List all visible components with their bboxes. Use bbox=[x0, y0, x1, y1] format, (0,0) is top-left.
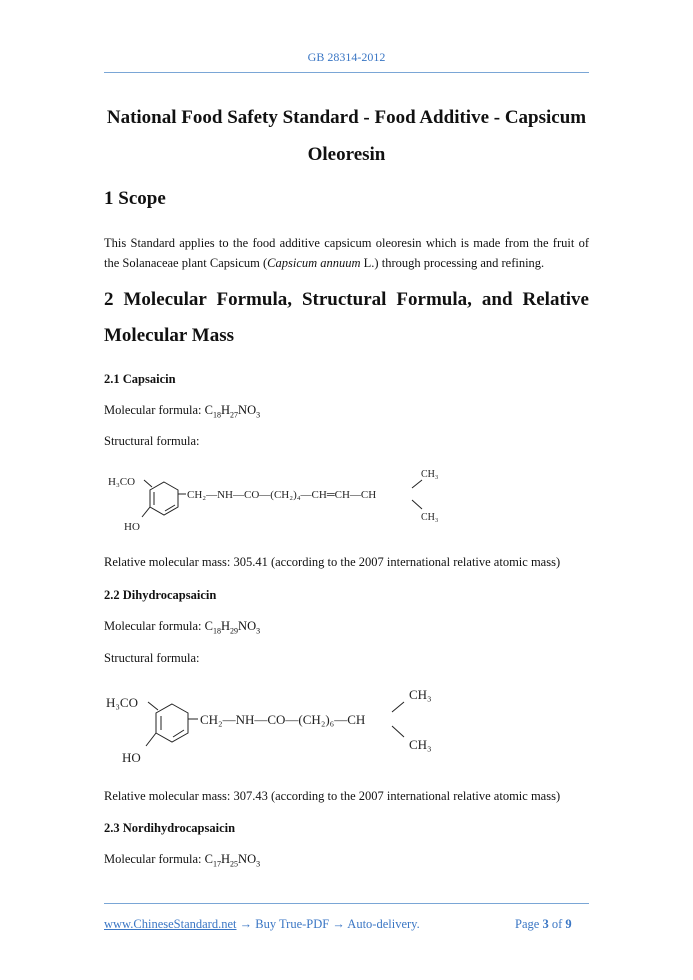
formula-element: NO bbox=[238, 619, 257, 633]
footer-promo bbox=[104, 917, 420, 932]
formula-element: C bbox=[204, 619, 214, 633]
formula-subscript: 25 bbox=[230, 859, 239, 869]
capsaicin-structure-diagram bbox=[104, 466, 464, 536]
capsaicin-structure bbox=[104, 466, 464, 536]
dihydrocapsaicin-structure-diagram bbox=[104, 686, 464, 768]
formula-element: C bbox=[204, 403, 214, 417]
methoxy-bond bbox=[148, 702, 158, 710]
hydroxy-bond bbox=[146, 733, 156, 746]
formula-label: Molecular formula: bbox=[104, 403, 205, 417]
branch-bond-down bbox=[392, 726, 404, 737]
formula-subscript: 29 bbox=[230, 626, 239, 636]
footer-divider bbox=[104, 903, 589, 904]
scope-paragraph bbox=[104, 233, 589, 273]
methyl-label-bottom: CH₃ bbox=[421, 512, 439, 523]
page-word: Page bbox=[515, 917, 540, 931]
formula-element: H bbox=[221, 403, 231, 417]
formula-element: H bbox=[221, 852, 231, 866]
dihydrocapsaicin-relative-mass: Relative molecular mass: 307.43 (according to the 2007 international relative atomic mass) bbox=[104, 789, 561, 803]
methoxy-label: H₃CO bbox=[108, 476, 136, 488]
methoxy-bond bbox=[144, 480, 152, 487]
header-divider bbox=[104, 72, 589, 73]
formula-label: Molecular formula: bbox=[104, 619, 205, 633]
hydroxy-label: HO bbox=[122, 750, 141, 765]
site-link[interactable]: www.ChineseStandard.net bbox=[104, 917, 237, 931]
page-indicator bbox=[515, 917, 572, 932]
section-2-heading-line2: Molecular Mass bbox=[104, 325, 234, 346]
formula-subscript: 3 bbox=[256, 410, 261, 420]
formula-element: NO bbox=[238, 852, 257, 866]
hydroxy-label: HO bbox=[124, 521, 140, 533]
scope-text-b: L.) through processing and refining. bbox=[360, 256, 545, 270]
hydroxy-bond bbox=[142, 507, 150, 517]
formula-element: C bbox=[204, 852, 214, 866]
scope-text-a: This Standard applies to the food additive capsicum oleoresin which is made from the fruit of the Solanaceae plant Capsicum ( bbox=[104, 236, 589, 270]
section-2-heading-line1: 2 Molecular Formula, Structural Formula, and Relative bbox=[104, 289, 589, 310]
dihydrocapsaicin-chain: CH₂—NH—CO—(CH₂)₆—CH bbox=[200, 712, 366, 727]
formula-subscript: 18 bbox=[213, 626, 222, 636]
page-total: 9 bbox=[565, 917, 572, 931]
formula-subscript: 18 bbox=[213, 410, 222, 420]
document-code: GB 28314-2012 bbox=[307, 50, 386, 64]
formula-element: NO bbox=[238, 403, 257, 417]
dihydrocapsaicin-structural-label: Structural formula: bbox=[104, 651, 200, 665]
section-2-heading bbox=[104, 282, 589, 354]
promo-text: → Buy True-PDF → Auto-delivery. bbox=[236, 917, 420, 931]
dihydrocapsaicin-heading: 2.2 Dihydrocapsaicin bbox=[104, 588, 217, 602]
branch-bond-up bbox=[392, 702, 404, 712]
nordihydrocapsaicin-molecular-formula bbox=[104, 852, 260, 869]
formula-element: H bbox=[221, 619, 231, 633]
formula-label: Molecular formula: bbox=[104, 852, 205, 866]
scope-text-italic: Capsicum annuum bbox=[267, 256, 361, 270]
methyl-label-top: CH₃ bbox=[421, 469, 439, 480]
nordihydrocapsaicin-heading: 2.3 Nordihydrocapsaicin bbox=[104, 821, 236, 835]
branch-bond-up bbox=[412, 480, 422, 488]
formula-subscript: 17 bbox=[213, 859, 222, 869]
capsaicin-structural-label: Structural formula: bbox=[104, 434, 200, 448]
methyl-label-top: CH₃ bbox=[409, 687, 432, 702]
page-number: 3 bbox=[542, 917, 549, 931]
section-1-heading: 1 Scope bbox=[104, 188, 166, 209]
formula-subscript: 3 bbox=[256, 859, 261, 869]
of-word: of bbox=[551, 917, 563, 931]
branch-bond-down bbox=[412, 500, 422, 509]
formula-subscript: 27 bbox=[230, 410, 239, 420]
methoxy-label: H₃CO bbox=[106, 695, 138, 710]
methyl-label-bottom: CH₃ bbox=[409, 737, 432, 752]
capsaicin-relative-mass: Relative molecular mass: 305.41 (according to the 2007 international relative atomic mass) bbox=[104, 555, 561, 569]
dihydrocapsaicin-molecular-formula bbox=[104, 619, 260, 636]
formula-subscript: 3 bbox=[256, 626, 261, 636]
document-title: National Food Safety Standard - Food Additive - Capsicum Oleoresin bbox=[106, 107, 587, 165]
dihydrocapsaicin-structure bbox=[104, 686, 464, 768]
capsaicin-chain: CH₂—NH—CO—(CH₂)₄—CH═CH—CH bbox=[187, 489, 377, 501]
capsaicin-molecular-formula bbox=[104, 403, 260, 420]
capsaicin-heading: 2.1 Capsaicin bbox=[104, 372, 176, 386]
